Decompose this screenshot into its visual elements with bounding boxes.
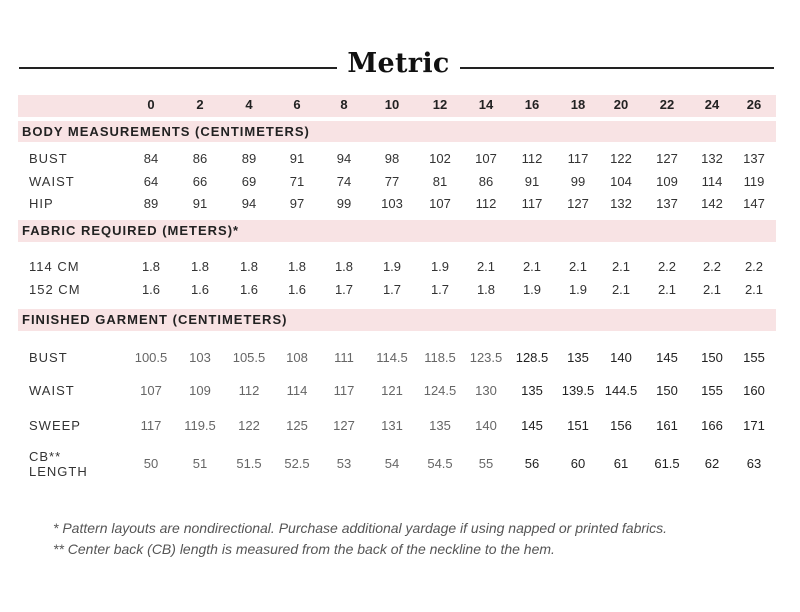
table-cell: 117 [333, 383, 355, 398]
cb-label-line1: CB** [29, 449, 62, 464]
table-cell: 132 [610, 196, 632, 211]
table-cell: 51.5 [236, 456, 262, 471]
table-cell: 161 [656, 418, 678, 433]
row-label: 114 CM [29, 259, 80, 274]
table-cell: 123.5 [469, 350, 503, 365]
table-cell: 86 [478, 174, 494, 189]
table-cell: 1.7 [382, 282, 402, 297]
size-column-header: 8 [340, 97, 348, 112]
size-column-header: 10 [384, 97, 400, 112]
table-cell: 1.9 [522, 282, 542, 297]
table-cell: 97 [289, 196, 305, 211]
table-cell: 1.6 [190, 282, 210, 297]
table-cell: 166 [701, 418, 723, 433]
table-cell: 122 [238, 418, 260, 433]
table-cell: 2.1 [702, 282, 722, 297]
table-cell: 89 [241, 151, 257, 166]
table-cell: 2.1 [744, 282, 764, 297]
table-cell: 91 [192, 196, 208, 211]
table-cell: 155 [743, 350, 765, 365]
table-cell: 91 [524, 174, 540, 189]
table-cell: 132 [701, 151, 723, 166]
row-label: BUST [29, 151, 68, 166]
table-cell: 150 [701, 350, 723, 365]
table-row [0, 418, 800, 438]
table-cell: 130 [475, 383, 497, 398]
table-cell: 155 [701, 383, 723, 398]
table-row [0, 350, 800, 370]
row-label: BUST [29, 350, 68, 365]
table-cell: 142 [701, 196, 723, 211]
table-cell: 112 [475, 196, 497, 211]
table-cell: 100.5 [134, 350, 168, 365]
table-cell: 2.1 [611, 259, 631, 274]
title-rule-right [460, 67, 774, 69]
table-cell: 145 [521, 418, 543, 433]
table-cell: 114 [286, 383, 308, 398]
table-cell: 137 [656, 196, 678, 211]
table-cell: 74 [336, 174, 352, 189]
table-cell: 151 [567, 418, 589, 433]
table-row [0, 174, 800, 194]
table-cell: 140 [610, 350, 632, 365]
cb-label-line2: LENGTH [29, 464, 88, 479]
footnote-1: * Pattern layouts are nondirectional. Purchase additional yardage if using napped or printed fabrics. [53, 520, 668, 536]
table-cell: 52.5 [284, 456, 310, 471]
table-cell: 81 [432, 174, 448, 189]
table-cell: 2.1 [568, 259, 588, 274]
table-cell: 119 [743, 174, 765, 189]
table-cell: 150 [656, 383, 678, 398]
size-column-header: 12 [432, 97, 448, 112]
table-cell: 98 [384, 151, 400, 166]
footnote-2: ** Center back (CB) length is measured from the back of the neckline to the hem. [53, 541, 555, 557]
table-cell: 63 [746, 456, 762, 471]
table-cell: 103 [189, 350, 211, 365]
size-column-header: 16 [524, 97, 540, 112]
size-column-header: 26 [746, 97, 762, 112]
size-column-header: 22 [659, 97, 675, 112]
table-row [0, 383, 800, 403]
size-column-header: 0 [147, 97, 155, 112]
table-cell: 1.8 [476, 282, 496, 297]
table-cell: 1.8 [190, 259, 210, 274]
title-area [0, 48, 800, 88]
table-cell: 135 [429, 418, 451, 433]
table-cell: 84 [143, 151, 159, 166]
size-column-header: 2 [196, 97, 204, 112]
row-label: WAIST [29, 383, 75, 398]
table-row [0, 456, 800, 476]
size-header-row [0, 97, 800, 117]
table-cell: 53 [336, 456, 352, 471]
table-cell: 107 [140, 383, 162, 398]
table-cell: 1.6 [239, 282, 259, 297]
table-cell: 131 [381, 418, 403, 433]
table-cell: 99 [336, 196, 352, 211]
table-cell: 128.5 [515, 350, 549, 365]
table-cell: 94 [336, 151, 352, 166]
table-row [0, 259, 800, 279]
table-cell: 124.5 [423, 383, 457, 398]
title-rule-left [19, 67, 337, 69]
table-cell: 2.1 [522, 259, 542, 274]
table-cell: 51 [192, 456, 208, 471]
table-cell: 99 [570, 174, 586, 189]
table-row [0, 151, 800, 171]
size-column-header: 18 [570, 97, 586, 112]
table-cell: 111 [334, 350, 354, 365]
table-cell: 1.8 [141, 259, 161, 274]
table-cell: 71 [289, 174, 305, 189]
table-cell: 56 [524, 456, 540, 471]
table-cell: 118.5 [424, 350, 456, 365]
table-cell: 119.5 [184, 418, 216, 433]
table-cell: 135 [567, 350, 589, 365]
table-cell: 77 [384, 174, 400, 189]
table-cell: 50 [143, 456, 159, 471]
table-cell: 147 [743, 196, 765, 211]
table-cell: 66 [192, 174, 208, 189]
table-cell: 139.5 [561, 383, 595, 398]
table-cell: 1.9 [430, 259, 450, 274]
table-row [0, 282, 800, 302]
table-cell: 1.6 [141, 282, 161, 297]
table-cell: 61 [613, 456, 629, 471]
table-cell: 107 [475, 151, 497, 166]
table-cell: 114 [701, 174, 723, 189]
table-cell: 145 [656, 350, 678, 365]
body-section-label: BODY MEASUREMENTS (CENTIMETERS) [22, 124, 310, 139]
table-cell: 1.6 [287, 282, 307, 297]
table-cell: 104 [610, 174, 632, 189]
table-cell: 1.9 [568, 282, 588, 297]
table-cell: 122 [610, 151, 632, 166]
table-cell: 1.7 [334, 282, 354, 297]
table-cell: 127 [567, 196, 589, 211]
table-cell: 89 [143, 196, 159, 211]
table-cell: 107 [429, 196, 451, 211]
table-cell: 109 [656, 174, 678, 189]
table-cell: 140 [475, 418, 497, 433]
table-row [0, 196, 800, 216]
table-cell: 2.1 [476, 259, 496, 274]
table-cell: 102 [429, 151, 451, 166]
table-cell: 156 [610, 418, 632, 433]
finished-section-label: FINISHED GARMENT (CENTIMETERS) [22, 312, 288, 327]
table-cell: 2.2 [657, 259, 677, 274]
table-cell: 135 [521, 383, 543, 398]
size-column-header: 14 [478, 97, 494, 112]
table-cell: 1.8 [334, 259, 354, 274]
table-cell: 127 [656, 151, 678, 166]
table-cell: 117 [567, 151, 589, 166]
fabric-section-label: FABRIC REQUIRED (METERS)* [22, 223, 240, 238]
table-cell: 103 [381, 196, 403, 211]
table-cell: 1.9 [382, 259, 402, 274]
table-cell: 117 [140, 418, 162, 433]
size-column-header: 4 [245, 97, 253, 112]
table-cell: 60 [570, 456, 586, 471]
table-cell: 54.5 [427, 456, 453, 471]
size-column-header: 24 [704, 97, 720, 112]
table-cell: 69 [241, 174, 257, 189]
size-column-header: 20 [613, 97, 629, 112]
table-cell: 105.5 [232, 350, 266, 365]
table-cell: 125 [286, 418, 308, 433]
table-cell: 61.5 [654, 456, 680, 471]
table-cell: 144.5 [604, 383, 638, 398]
table-cell: 64 [143, 174, 159, 189]
table-cell: 2.2 [744, 259, 764, 274]
row-label: SWEEP [29, 418, 81, 433]
table-cell: 108 [286, 350, 308, 365]
table-cell: 1.8 [239, 259, 259, 274]
table-cell: 1.7 [430, 282, 450, 297]
table-cell: 112 [238, 383, 260, 398]
table-cell: 86 [192, 151, 208, 166]
table-cell: 54 [384, 456, 400, 471]
table-cell: 127 [333, 418, 355, 433]
table-cell: 2.1 [611, 282, 631, 297]
size-column-header: 6 [293, 97, 301, 112]
table-cell: 137 [743, 151, 765, 166]
table-cell: 160 [743, 383, 765, 398]
row-label: HIP [29, 196, 54, 211]
table-cell: 94 [241, 196, 257, 211]
table-cell: 1.8 [287, 259, 307, 274]
table-cell: 171 [743, 418, 765, 433]
table-cell: 109 [189, 383, 211, 398]
table-cell: 112 [521, 151, 543, 166]
page-title: Metric [347, 48, 450, 79]
table-cell: 2.1 [657, 282, 677, 297]
table-cell: 55 [478, 456, 494, 471]
row-label: WAIST [29, 174, 75, 189]
table-cell: 62 [704, 456, 720, 471]
table-cell: 117 [521, 196, 543, 211]
table-cell: 91 [289, 151, 305, 166]
table-cell: 114.5 [376, 350, 408, 365]
table-cell: 121 [381, 383, 403, 398]
row-label: 152 CM [29, 282, 81, 297]
table-cell: 2.2 [702, 259, 722, 274]
